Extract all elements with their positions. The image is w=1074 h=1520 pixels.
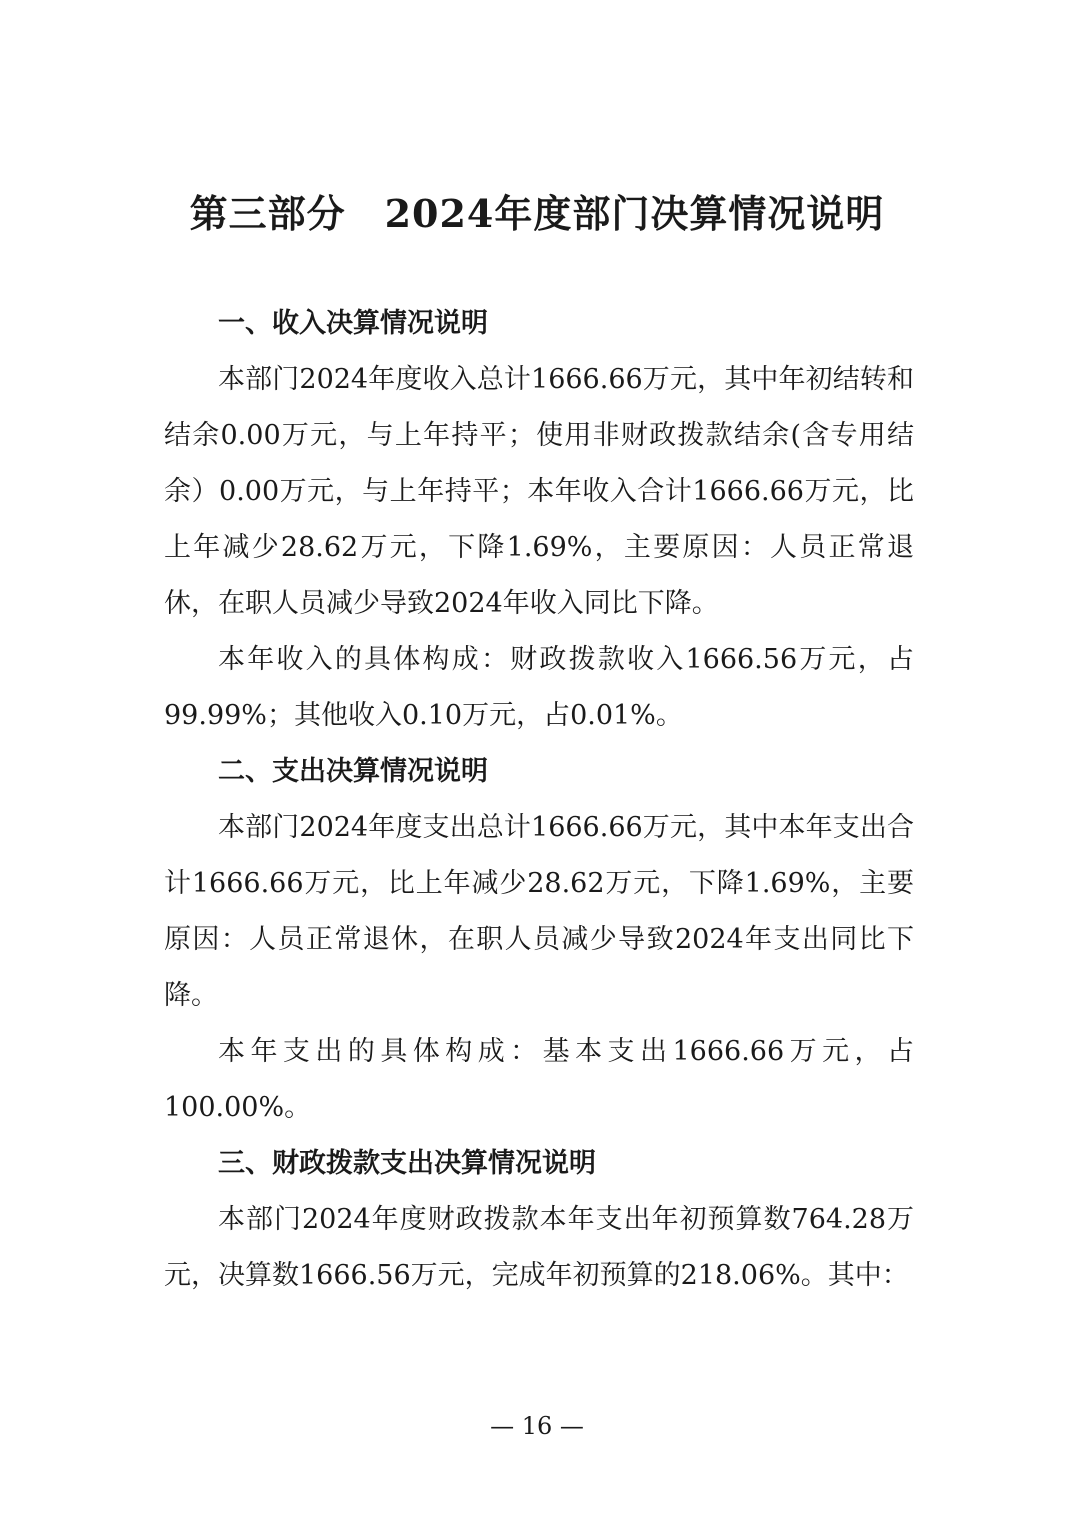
income-paragraph-2: 本年收入的具体构成：财政拨款收入1666.56万元，占99.99%；其他收入0.10万元，占0.01%。 bbox=[164, 644, 914, 731]
section-heading-expenditure: 二、支出决算情况说明 bbox=[218, 756, 488, 787]
expenditure-paragraph-2: 本年支出的具体构成：基本支出1666.66万元，占100.00%。 bbox=[164, 1036, 914, 1123]
page-title: 第三部分 2024年度部门决算情况说明 bbox=[189, 191, 885, 236]
document-body bbox=[164, 296, 914, 1304]
fiscal-appropriation-paragraph-1: 本部门2024年度财政拨款本年支出年初预算数764.28万元，决算数1666.56万元，完成年初预算的218.06%。其中： bbox=[164, 1204, 914, 1291]
section-heading-fiscal-appropriation: 三、财政拨款支出决算情况说明 bbox=[218, 1148, 596, 1179]
section-heading-income: 一、收入决算情况说明 bbox=[218, 308, 488, 339]
page-number: — 16 — bbox=[490, 1412, 584, 1440]
expenditure-paragraph-1: 本部门2024年度支出总计1666.66万元，其中本年支出合计1666.66万元，比上年减少28.62万元，下降1.69%，主要原因：人员正常退休，在职人员减少导致2024年支出同比下降。 bbox=[164, 812, 914, 1011]
income-paragraph-1: 本部门2024年度收入总计1666.66万元，其中年初结转和结余0.00万元，与上年持平；使用非财政拨款结余(含专用结余）0.00万元，与上年持平；本年收入合计1666.66万元，比上年减少28.62万元，下降1.69%，主要原因：人员正常退休，在职人员减少导致2024年收入同比下降。 bbox=[164, 364, 914, 619]
